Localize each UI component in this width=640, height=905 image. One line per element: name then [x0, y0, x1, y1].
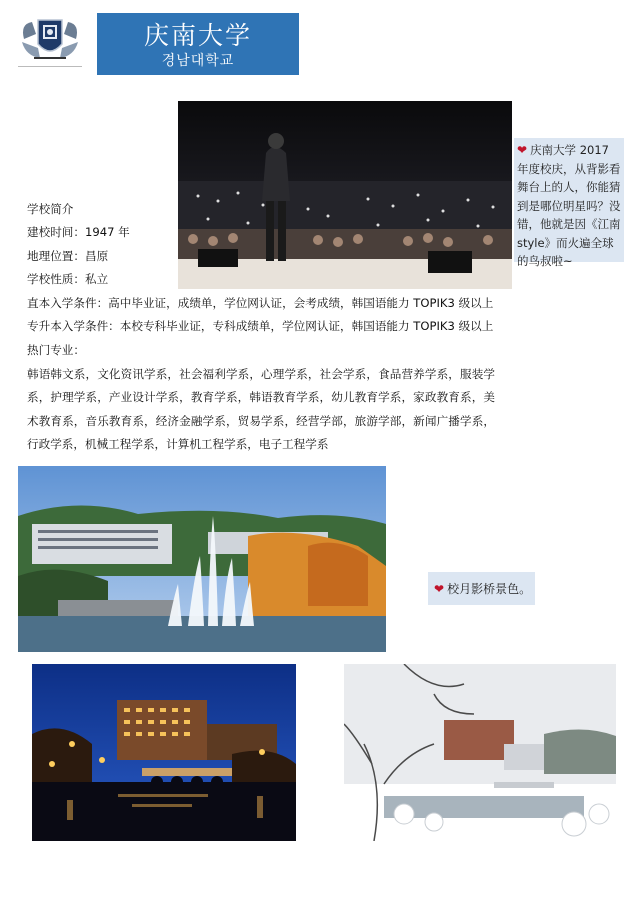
intro-label: 学校简介	[27, 202, 74, 216]
admission-requirements	[27, 292, 497, 362]
university-name-korean: 경남대학교	[161, 53, 235, 69]
concert-caption-text: 庆南大学 2017 年度校庆，从背影看舞台上的人，你能猜到是哪位明星吗？没错，他就是因《江南style》而火遍全球的鸟叔啦~	[517, 143, 621, 268]
snow-campus-photo	[344, 664, 616, 841]
direct-admission: 直本入学条件：高中毕业证，成绩单，学位网认证，会考成绩，韩国语能力 TOPIK3 级以上	[27, 296, 494, 310]
school-type: 学校性质：私立	[27, 271, 109, 286]
transfer-admission: 专升本入学条件：本校专科毕业证，专科成绩单，学位网认证，韩国语能力 TOPIK3 级以上	[27, 319, 494, 334]
heart-icon: ❤	[517, 143, 528, 157]
concert-caption	[514, 138, 624, 268]
university-title-banner	[97, 13, 299, 75]
concert-photo	[178, 101, 512, 289]
founded-year: 建校时间：1947 年	[27, 225, 130, 240]
popular-majors-list: 韩语韩文系，文化资讯学系，社会福利学系，心理学系，社会学系，食品营养学系，服装学系，护理学系，产业设计学系，教育学系，韩语教育学系，幼儿教育学系，家政教育系，美术教育系，音乐教育系，经济金融学系，贸易学系，经营学部，旅游学部，新闻广播学系，行政学系，机械工程学系，计算机工程学系，电子工程学系	[27, 367, 495, 451]
location: 地理位置：昌原	[27, 248, 109, 263]
school-intro-block	[27, 198, 130, 291]
campus-fountain-photo	[18, 466, 386, 652]
logo-divider	[18, 66, 82, 67]
university-name-chinese: 庆南大学	[143, 21, 252, 50]
university-crest-logo	[18, 14, 82, 64]
campus-caption	[428, 572, 535, 605]
campus-caption-text: 校月影桥景色。	[447, 582, 532, 596]
heart-icon: ❤	[434, 582, 445, 596]
popular-majors-label: 热门专业：	[27, 342, 85, 357]
night-campus-photo	[32, 664, 296, 841]
